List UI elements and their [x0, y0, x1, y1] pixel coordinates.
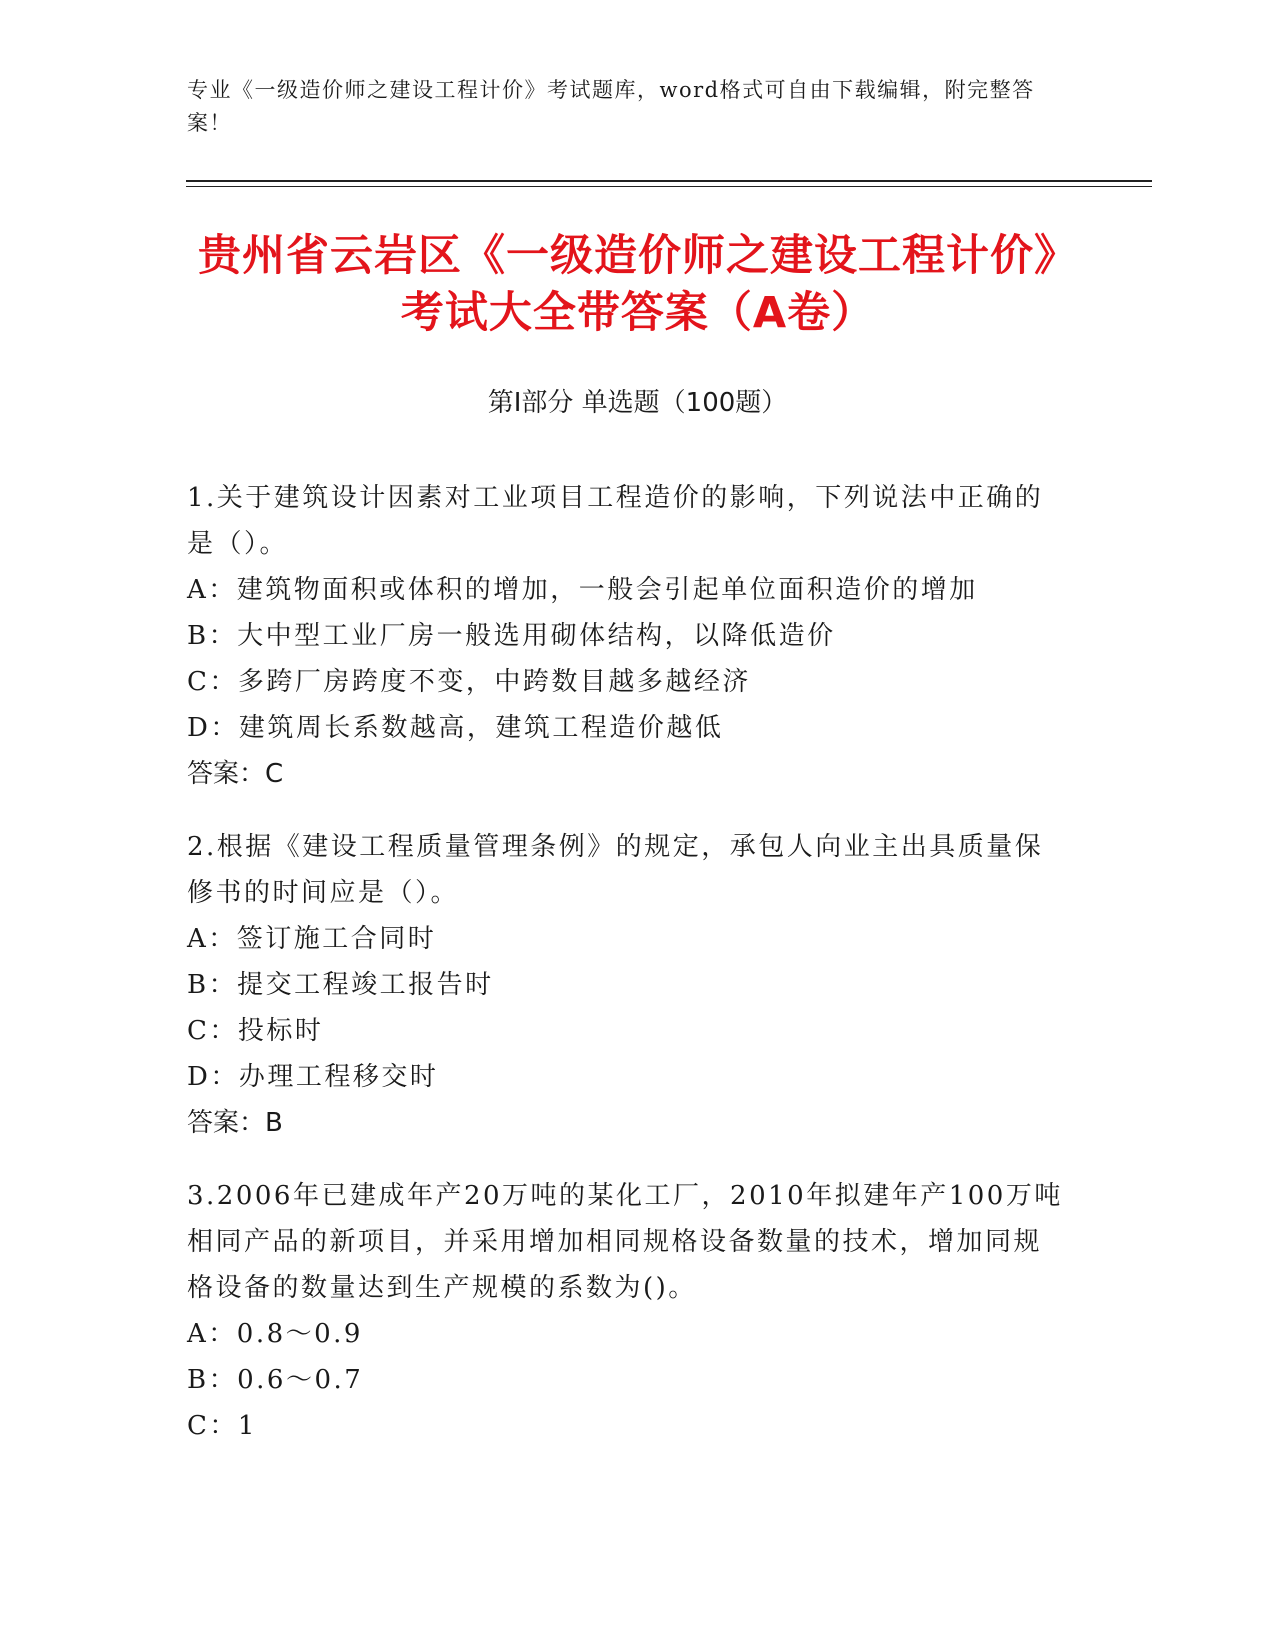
question-1: [187, 475, 1067, 797]
option-c: C：多跨厂房跨度不变，中跨数目越多越经济: [187, 667, 751, 697]
option-c: C：1: [187, 1411, 257, 1441]
option-a: A：建筑物面积或体积的增加，一般会引起单位面积造价的增加: [187, 575, 978, 605]
option-b: B：0.6～0.7: [187, 1365, 364, 1395]
question-2: [187, 824, 1067, 1146]
option-b: B：提交工程竣工报告时: [187, 970, 494, 1000]
option-a: A：签订施工合同时: [187, 924, 437, 954]
answer-line: 答案：B: [187, 1108, 283, 1138]
option-d: D：办理工程移交时: [187, 1062, 439, 1092]
option-a: A：0.8～0.9: [187, 1319, 363, 1349]
question-stem: 2.根据《建设工程质量管理条例》的规定，承包人向业主出具质量保修书的时间应是（）。: [187, 832, 1044, 908]
option-c: C：投标时: [187, 1016, 324, 1046]
option-b: B：大中型工业厂房一般选用砌体结构，以降低造价: [187, 621, 836, 651]
question-stem: 1.关于建筑设计因素对工业项目工程造价的影响，下列说法中正确的是（）。: [187, 483, 1044, 559]
answer-line: 答案：C: [187, 759, 284, 789]
question-list: [187, 475, 1067, 1476]
option-d: D：建筑周长系数越高，建筑工程造价越低: [187, 713, 724, 743]
header-note: 专业《一级造价师之建设工程计价》考试题库，word格式可自由下载编辑，附完整答案！: [187, 78, 1035, 135]
section-heading: 第Ⅰ部分 单选题（100题）: [487, 388, 788, 418]
header-divider-thin: [186, 186, 1152, 187]
question-stem: 3.2006年已建成年产20万吨的某化工厂，2010年拟建年产100万吨相同产品的新项目，并采用增加相同规格设备数量的技术，增加同规格设备的数量达到生产规模的系数为()。: [187, 1181, 1063, 1303]
question-3: [187, 1173, 1067, 1449]
header-divider-thick: [186, 180, 1152, 182]
document-title: 贵州省云岩区《一级造价师之建设工程计价》考试大全带答案（A卷）: [198, 231, 1078, 338]
